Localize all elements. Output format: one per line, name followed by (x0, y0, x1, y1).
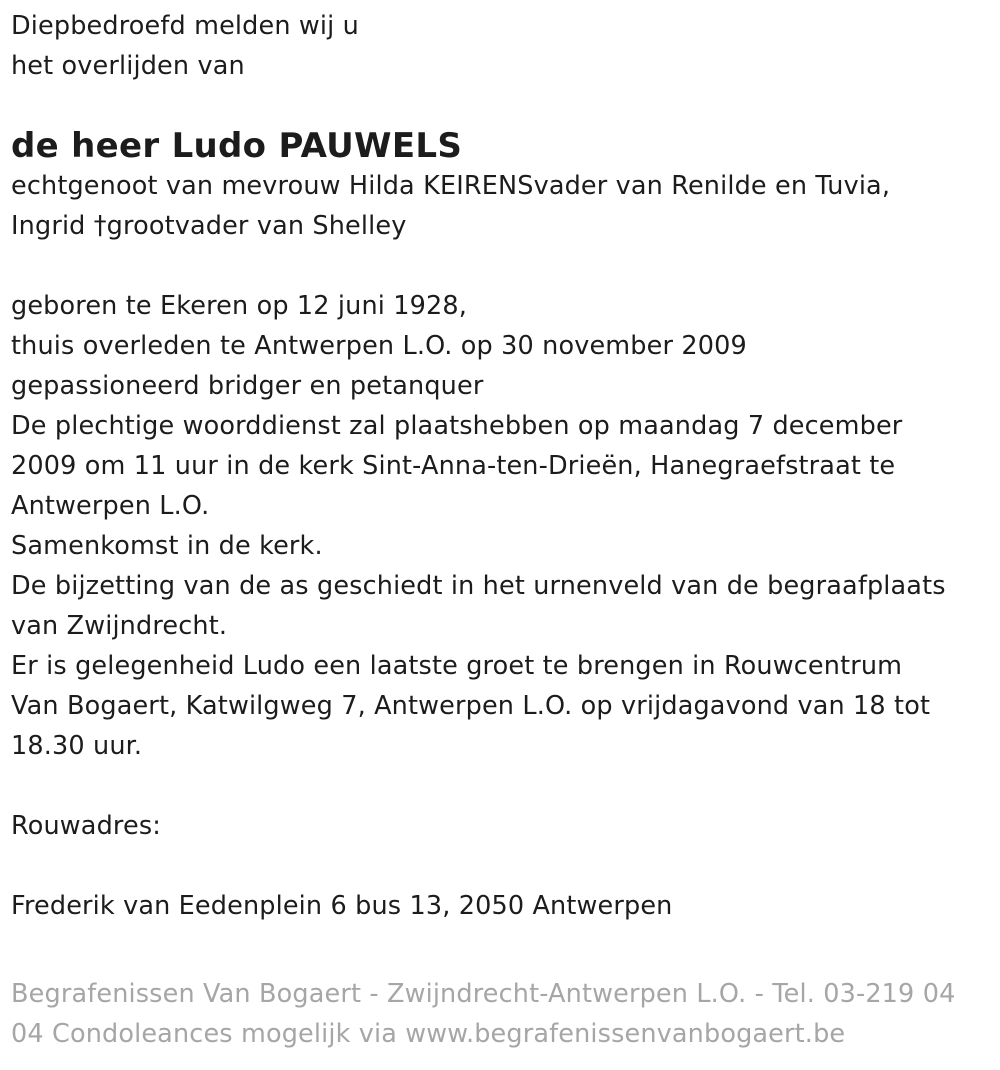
funeral-home-footer (11, 974, 986, 1054)
service-info-2: 2009 om 11 uur in de kerk Sint-Anna-ten-Drieën, Hanegraefstraat te (11, 451, 896, 481)
death-info: thuis overleden te Antwerpen L.O. op 30 november 2009 (11, 331, 747, 361)
spacer (11, 246, 986, 286)
hobby-info: gepassioneerd bridger en petanquer (11, 371, 484, 401)
gathering-info: Samenkomst in de kerk. (11, 531, 323, 561)
spacer (11, 766, 986, 806)
service-info-3: Antwerpen L.O. (11, 491, 210, 521)
burial-info-2: van Zwijndrecht. (11, 611, 228, 641)
intro-line-2: het overlijden van (11, 51, 245, 81)
spacer (11, 846, 986, 886)
footer-line-2: 04 Condoleances mogelijk via www.begrafenissenvanbogaert.be (11, 1019, 846, 1049)
address-value: Frederik van Eedenplein 6 bus 13, 2050 Antwerpen (11, 891, 673, 921)
obituary-notice (11, 6, 986, 926)
intro-line-1: Diepbedroefd melden wij u (11, 11, 359, 41)
footer-line-1: Begrafenissen Van Bogaert - Zwijndrecht-Antwerpen L.O. - Tel. 03-219 04 (11, 979, 956, 1009)
birth-info: geboren te Ekeren op 12 juni 1928, (11, 291, 468, 321)
burial-info-1: De bijzetting van de as geschiedt in het urnenveld van de begraafplaats (11, 571, 946, 601)
address-label: Rouwadres: (11, 811, 161, 841)
visit-info-3: 18.30 uur. (11, 731, 143, 761)
service-info-1: De plechtige woorddienst zal plaatshebben op maandag 7 december (11, 411, 903, 441)
deceased-name: de heer Ludo PAUWELS (11, 126, 463, 166)
visit-info-2: Van Bogaert, Katwilgweg 7, Antwerpen L.O. op vrijdagavond van 18 tot (11, 691, 931, 721)
visit-info-1: Er is gelegenheid Ludo een laatste groet te brengen in Rouwcentrum (11, 651, 903, 681)
family-line-1: echtgenoot van mevrouw Hilda KEIRENSvader van Renilde en Tuvia, (11, 171, 891, 201)
family-line-2: Ingrid †grootvader van Shelley (11, 211, 407, 241)
